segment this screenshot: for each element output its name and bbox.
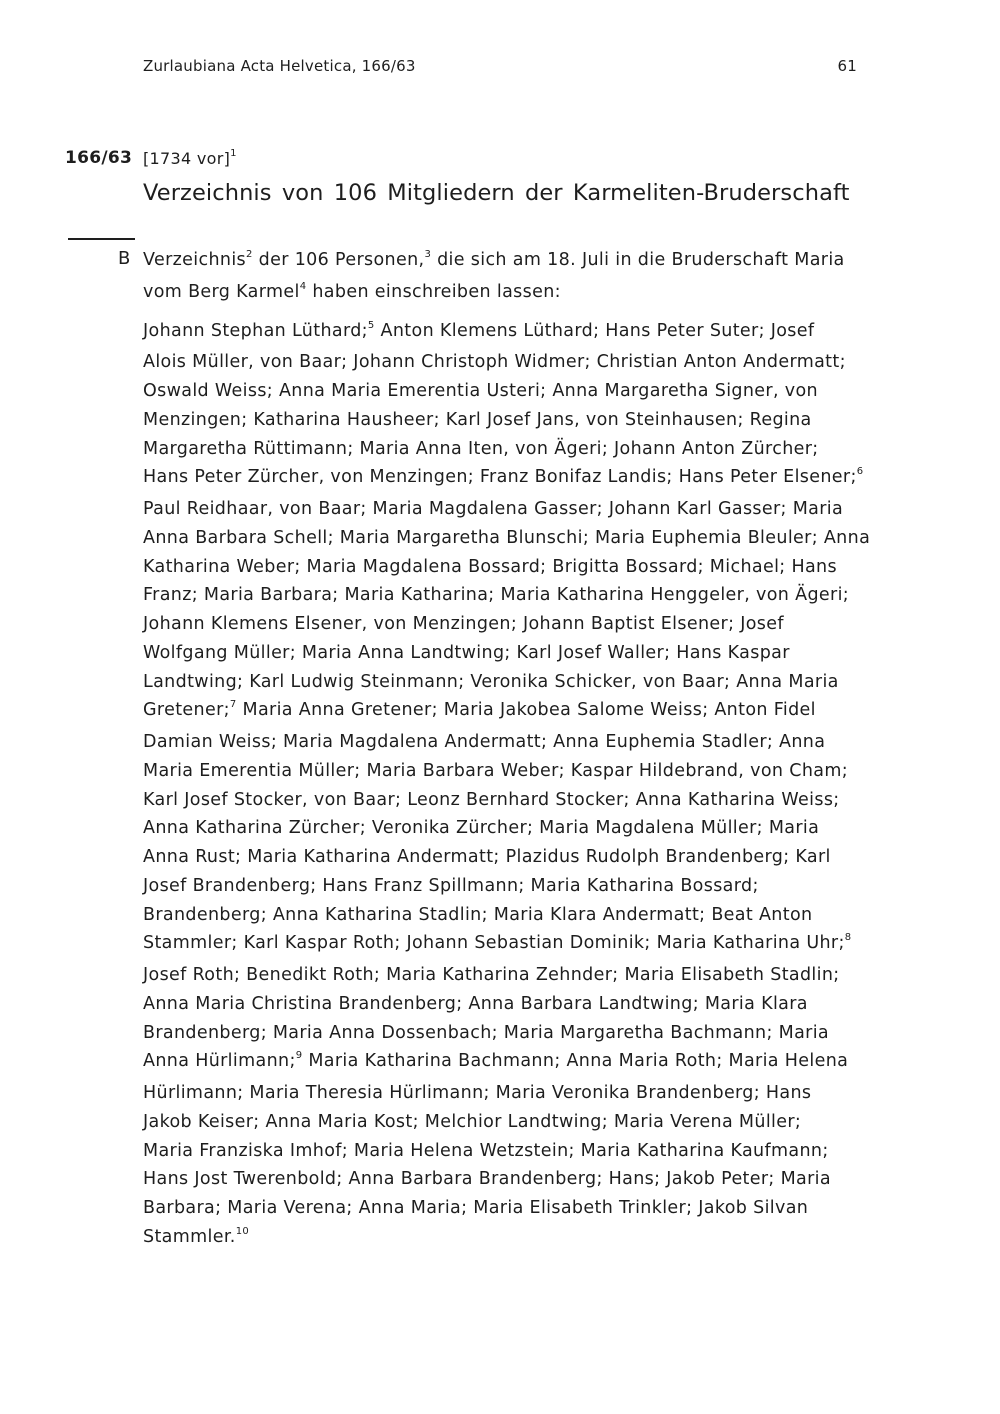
text-segment: Wolfgang Müller; Maria Anna Landtwing; Karl Josef Waller; Hans Kaspar (143, 642, 790, 663)
text-segment: Gretener; (143, 700, 230, 721)
text-segment: Damian Weiss; Maria Magdalena Andermatt; Anna Euphemia Stadler; Anna (143, 732, 826, 752)
text-line (143, 406, 858, 435)
text-line (143, 495, 858, 524)
footnote-marker: 2 (246, 249, 253, 260)
text-line (143, 1223, 858, 1255)
footnote-marker: 6 (856, 466, 864, 478)
text-segment: Anna Katharina Zürcher; Veronika Zürcher; Maria Magdalena Müller; Maria (143, 818, 820, 839)
text-segment: Landtwing; Karl Ludwig Steinmann; Veronika Schicker, von Baar; Anna Maria (143, 671, 839, 692)
footnote-marker: 3 (424, 249, 432, 260)
document-title: Verzeichnis von 106 Mitgliedern der Karmeliten-Bruderschaft (143, 180, 850, 206)
footnote-marker: 9 (295, 1050, 303, 1062)
text-line (143, 814, 858, 843)
source-siglum: B (118, 248, 131, 269)
footnote-marker: 7 (229, 699, 237, 711)
text-segment: Hans Peter Zürcher, von Menzingen; Franz Bonifaz Landis; Hans Peter Elsener; (143, 467, 857, 488)
text-line (143, 786, 858, 815)
document-number: 166/63 (65, 148, 133, 168)
text-segment: Verzeichnis (143, 250, 247, 270)
text-line (143, 1165, 858, 1194)
text-line (143, 668, 858, 697)
text-line (143, 1019, 858, 1048)
text-line (143, 901, 858, 930)
text-segment: Maria Katharina Bachmann; Anna Maria Roth; Maria Helena (302, 1051, 849, 1072)
text-segment: Johann Klemens Elsener, von Menzingen; Johann Baptist Elsener; Josef (143, 614, 784, 634)
text-segment: Jakob Keiser; Anna Maria Kost; Melchior Landtwing; Maria Verena Müller; (143, 1111, 802, 1132)
text-line (143, 990, 858, 1019)
text-segment: Katharina Weber; Maria Magdalena Bossard; Brigitta Bossard; Michael; Hans (143, 556, 837, 577)
text-segment: Brandenberg; Maria Anna Dossenbach; Maria Margaretha Bachmann; Maria (143, 1022, 829, 1043)
text-segment: Johann Stephan Lüthard; (143, 320, 368, 341)
footnote-marker: 5 (367, 319, 375, 331)
source-divider (68, 238, 135, 240)
text-segment: Josef Brandenberg; Hans Franz Spillmann; Maria Katharina Bossard; (143, 875, 759, 896)
text-segment: Stammler; Karl Kaspar Roth; Johann Sebastian Dominik; Maria Katharina Uhr; (143, 933, 845, 954)
text-line (143, 581, 858, 610)
text-line (143, 463, 864, 495)
page-number: 61 (837, 57, 857, 75)
text-segment: Stammler. (143, 1226, 236, 1247)
text-segment: Menzingen; Katharina Hausheer; Karl Josef Jans, von Steinhausen; Regina (143, 409, 812, 430)
document-date (143, 149, 237, 168)
text-line (143, 1047, 858, 1079)
text-line (143, 553, 858, 582)
document-body (143, 246, 871, 1255)
text-segment: Hans Jost Twerenbold; Anna Barbara Brandenberg; Hans; Jakob Peter; Maria (143, 1169, 831, 1190)
running-header (143, 57, 857, 79)
text-line (143, 843, 858, 872)
text-segment: Anton Klemens Lüthard; Hans Peter Suter; Josef (374, 320, 815, 341)
text-segment: Maria Franziska Imhof; Maria Helena Wetzstein; Maria Katharina Kaufmann; (143, 1140, 829, 1161)
text-segment: Maria Anna Gretener; Maria Jakobea Salome Weiss; Anton Fidel (236, 700, 816, 721)
text-line (143, 872, 858, 901)
text-line (143, 961, 858, 990)
text-segment: Margaretha Rüttimann; Maria Anna Iten, von Ägeri; Johann Anton Zürcher; (143, 438, 819, 459)
text-line (143, 610, 858, 639)
text-segment: Anna Maria Christina Brandenberg; Anna Barbara Landtwing; Maria Klara (143, 993, 808, 1014)
intro-paragraph (143, 246, 858, 310)
footnote-marker: 1 (230, 148, 237, 159)
member-list-paragraph (143, 317, 871, 1255)
text-line (143, 1079, 858, 1108)
text-segment: Hürlimann; Maria Theresia Hürlimann; Maria Veronika Brandenberg; Hans (143, 1083, 812, 1103)
text-segment: die sich am 18. Juli in die Bruderschaft Maria (431, 250, 845, 270)
text-segment: vom Berg Karmel (143, 281, 300, 302)
text-segment: Alois Müller, von Baar; Johann Christoph Widmer; Christian Anton Andermatt; (143, 352, 846, 373)
text-segment: Anna Hürlimann; (143, 1051, 296, 1072)
footnote-marker: 8 (844, 932, 852, 944)
text-line (143, 348, 858, 377)
text-line (143, 435, 858, 464)
text-segment: Brandenberg; Anna Katharina Stadlin; Maria Klara Andermatt; Beat Anton (143, 904, 813, 925)
text-segment: Paul Reidhaar, von Baar; Maria Magdalena Gasser; Johann Karl Gasser; Maria (143, 499, 844, 519)
text-line (143, 246, 858, 278)
footnote-marker: 4 (299, 280, 307, 292)
text-line (143, 377, 858, 406)
text-line (143, 728, 858, 757)
text-line (143, 757, 858, 786)
text-line (143, 696, 858, 728)
text-line (143, 1108, 858, 1137)
text-line (143, 929, 858, 961)
text-segment: Maria Emerentia Müller; Maria Barbara Weber; Kaspar Hildebrand, von Cham; (143, 760, 848, 781)
text-line (143, 1137, 858, 1166)
footnote-marker: 10 (235, 1225, 250, 1237)
text-line (143, 639, 858, 668)
text-line (143, 1194, 858, 1223)
text-segment: der 106 Personen, (252, 250, 425, 270)
text-segment: Josef Roth; Benedikt Roth; Maria Katharina Zehnder; Maria Elisabeth Stadlin; (143, 965, 840, 985)
text-segment: Anna Rust; Maria Katharina Andermatt; Plazidus Rudolph Brandenberg; Karl (143, 847, 831, 867)
text-line (143, 317, 858, 349)
text-segment: Oswald Weiss; Anna Maria Emerentia Usteri; Anna Margaretha Signer, von (143, 381, 818, 401)
text-segment: Franz; Maria Barbara; Maria Katharina; Maria Katharina Henggeler, von Ägeri; (143, 585, 850, 606)
document-date-text: [1734 vor] (143, 149, 231, 168)
text-line (143, 278, 858, 310)
running-header-title: Zurlaubiana Acta Helvetica, 166/63 (143, 57, 416, 75)
text-segment: Karl Josef Stocker, von Baar; Leonz Bernhard Stocker; Anna Katharina Weiss; (143, 789, 840, 810)
text-segment: Barbara; Maria Verena; Anna Maria; Maria Elisabeth Trinkler; Jakob Silvan (143, 1198, 809, 1218)
text-segment: haben einschreiben lassen: (306, 281, 561, 302)
text-segment: Anna Barbara Schell; Maria Margaretha Blunschi; Maria Euphemia Bleuler; Anna (143, 527, 871, 548)
text-line (143, 524, 871, 553)
